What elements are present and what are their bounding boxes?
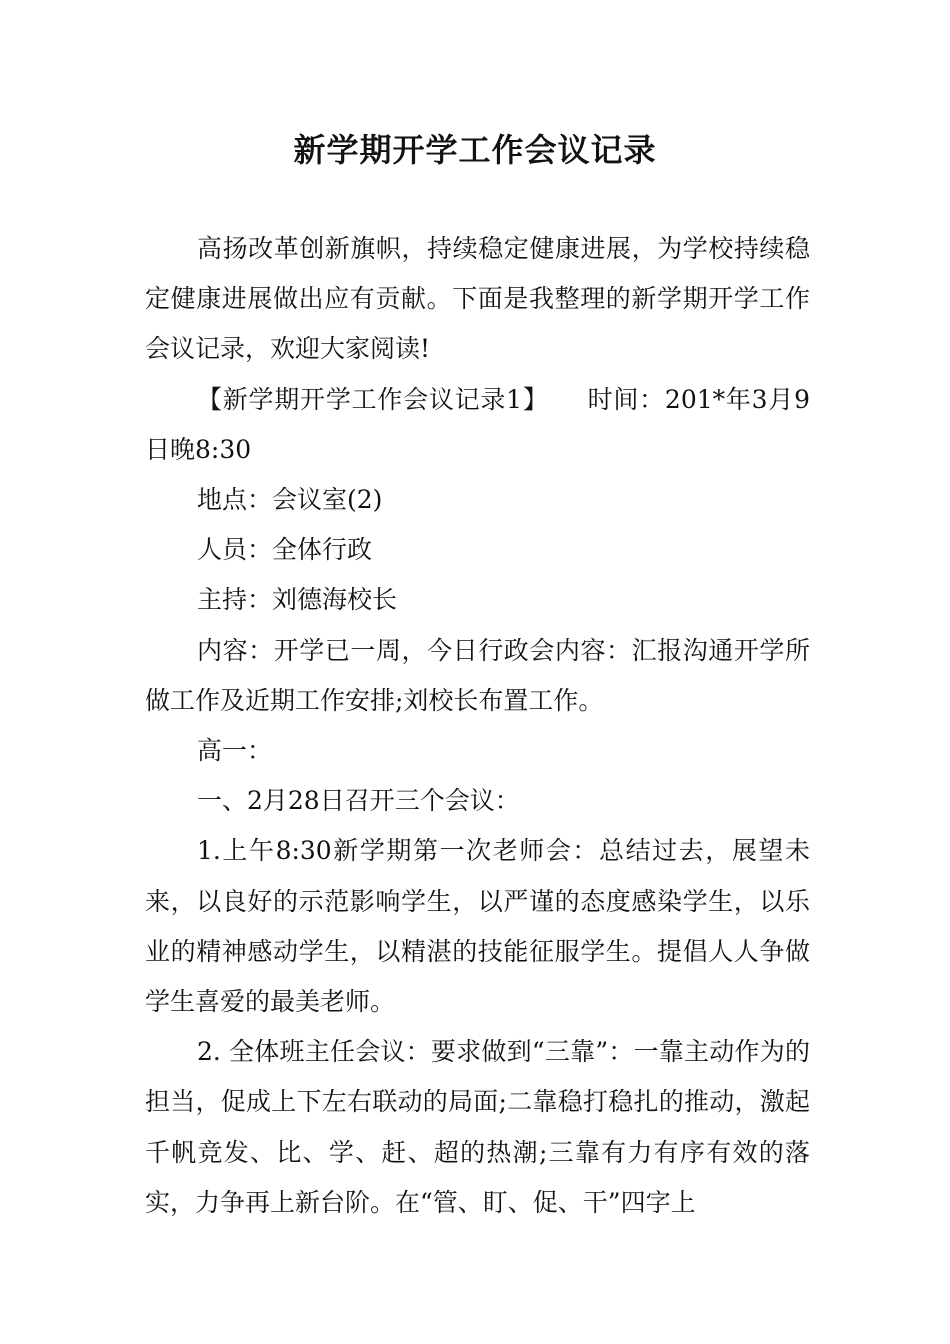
attendees-paragraph: 人员：全体行政 [197, 535, 373, 565]
section-heading-paragraph: 一、2月28日召开三个会议： [197, 786, 520, 816]
document-title: 新学期开学工作会议记录 [293, 131, 657, 169]
grade-heading-paragraph: 高一： [197, 736, 273, 766]
item-1-paragraph: 1.上午8:30新学期第一次老师会：总结过去，展望未来，以良好的示范影响学生，以严谨的态度感染学生，以乐业的精神感动学生，以精湛的技能征服学生。提倡人人争做学生喜爱的最美老师。 [145, 836, 810, 1017]
content-paragraph: 内容：开学已一周，今日行政会内容：汇报沟通开学所做工作及近期工作安排;刘校长布置工作。 [145, 635, 810, 715]
record-heading-paragraph: 【新学期开学工作会议记录1】 时间：201*年3月9日晚8:30 [145, 384, 810, 464]
document-body [145, 224, 810, 1228]
location-paragraph: 地点：会议室(2) [197, 485, 383, 515]
item-2-paragraph: 2. 全体班主任会议：要求做到“三靠”：一靠主动作为的担当，促成上下左右联动的局面;二靠稳打稳扎的推动，激起千帆竞发、比、学、赶、超的热潮;三靠有力有序有效的落实，力争再上新台阶。在“管、盯、促、干”四字上 [145, 1037, 810, 1217]
intro-paragraph: 高扬改革创新旗帜，持续稳定健康进展，为学校持续稳定健康进展做出应有贡献。下面是我整理的新学期开学工作会议记录，欢迎大家阅读! [145, 234, 810, 364]
host-paragraph: 主持：刘德海校长 [197, 585, 398, 615]
